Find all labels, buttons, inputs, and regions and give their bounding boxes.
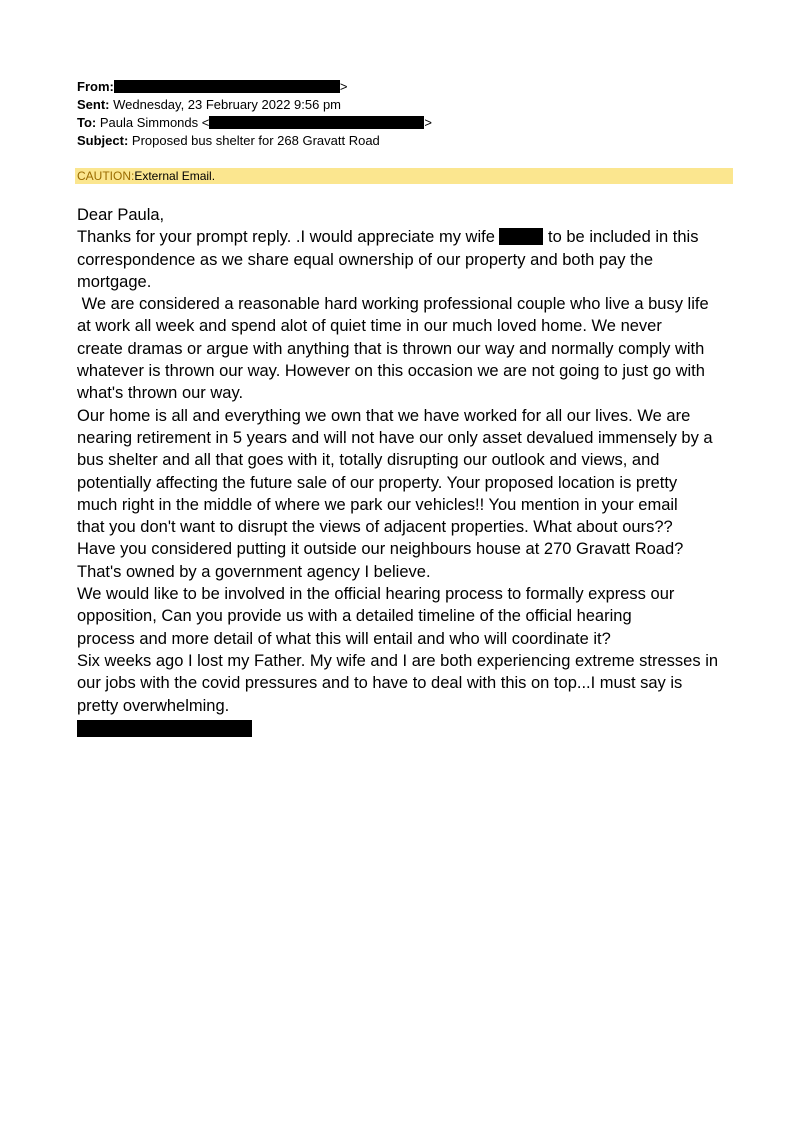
body-line: potentially affecting the future sale of our property. Your proposed location is pretty	[77, 473, 678, 492]
body-line: nearing retirement in 5 years and will not have our only asset devalued immensely by a	[77, 428, 713, 447]
email-header	[77, 78, 737, 150]
redacted-name-block	[499, 228, 543, 245]
to-label: To:	[77, 115, 97, 130]
from-tail: >	[339, 79, 348, 94]
body-line: correspondence as we share equal ownership of our property and both pay the	[77, 250, 654, 269]
caution-text: External Email.	[134, 169, 216, 183]
greeting: Dear Paula,	[77, 206, 165, 224]
to-value: Paula Simmonds <	[99, 115, 210, 130]
body-line: at work all week and spend alot of quiet time in our much loved home. We never	[77, 317, 662, 336]
body-line: We are considered a reasonable hard working professional couple who live a busy life	[77, 295, 709, 314]
from-label: From:	[77, 79, 114, 94]
sent-value: Wednesday, 23 February 2022 9:56 pm	[113, 97, 342, 112]
body-line: what's thrown our way.	[77, 384, 244, 403]
subject-label: Subject:	[77, 133, 129, 148]
body-line: We would like to be involved in the official hearing process to formally express our	[77, 585, 675, 604]
subject-line	[77, 132, 737, 150]
body-line: bus shelter and all that goes with it, totally disrupting our outlook and views, and	[77, 451, 660, 470]
sent-label: Sent:	[77, 97, 110, 112]
external-email-caution-banner	[75, 168, 733, 184]
to-tail: >	[424, 115, 432, 130]
redacted-sender-block	[114, 80, 340, 93]
to-line	[77, 114, 737, 132]
body-line: opposition, Can you provide us with a detailed timeline of the official hearing	[77, 607, 632, 626]
body-line: process and more detail of what this will entail and who will coordinate it?	[77, 629, 611, 648]
body-line: that you don't want to disrupt the views of adjacent properties. What about ours??	[77, 518, 673, 537]
redacted-recipient-email	[209, 116, 424, 129]
body-line: much right in the middle of where we park our vehicles!! You mention in your email	[77, 495, 678, 514]
sent-line	[77, 96, 737, 114]
body-line: Six weeks ago I lost my Father. My wife and I are both experiencing extreme stresses in	[77, 651, 719, 670]
email-body	[77, 204, 737, 717]
from-line	[77, 78, 737, 96]
body-line: mortgage.	[77, 272, 152, 291]
body-line: Have you considered putting it outside our neighbours house at 270 Gravatt Road?	[77, 540, 684, 559]
body-text: to be included in this	[543, 228, 699, 247]
redacted-signature-block	[77, 720, 252, 737]
body-line: pretty overwhelming.	[77, 696, 230, 715]
subject-value: Proposed bus shelter for 268 Gravatt Road	[131, 133, 380, 148]
body-line: Our home is all and everything we own that we have worked for all our lives. We are	[77, 406, 691, 425]
body-line: whatever is thrown our way. However on this occasion we are not going to just go with	[77, 362, 705, 381]
body-line: create dramas or argue with anything that is thrown our way and normally comply with	[77, 339, 705, 358]
body-line: our jobs with the covid pressures and to have to deal with this on top...I must say is	[77, 674, 683, 693]
body-line: That's owned by a government agency I believe.	[77, 562, 431, 581]
caution-label: CAUTION:	[77, 169, 135, 183]
body-text: Thanks for your prompt reply. .I would appreciate my wife	[77, 228, 500, 247]
body-line	[77, 226, 737, 248]
